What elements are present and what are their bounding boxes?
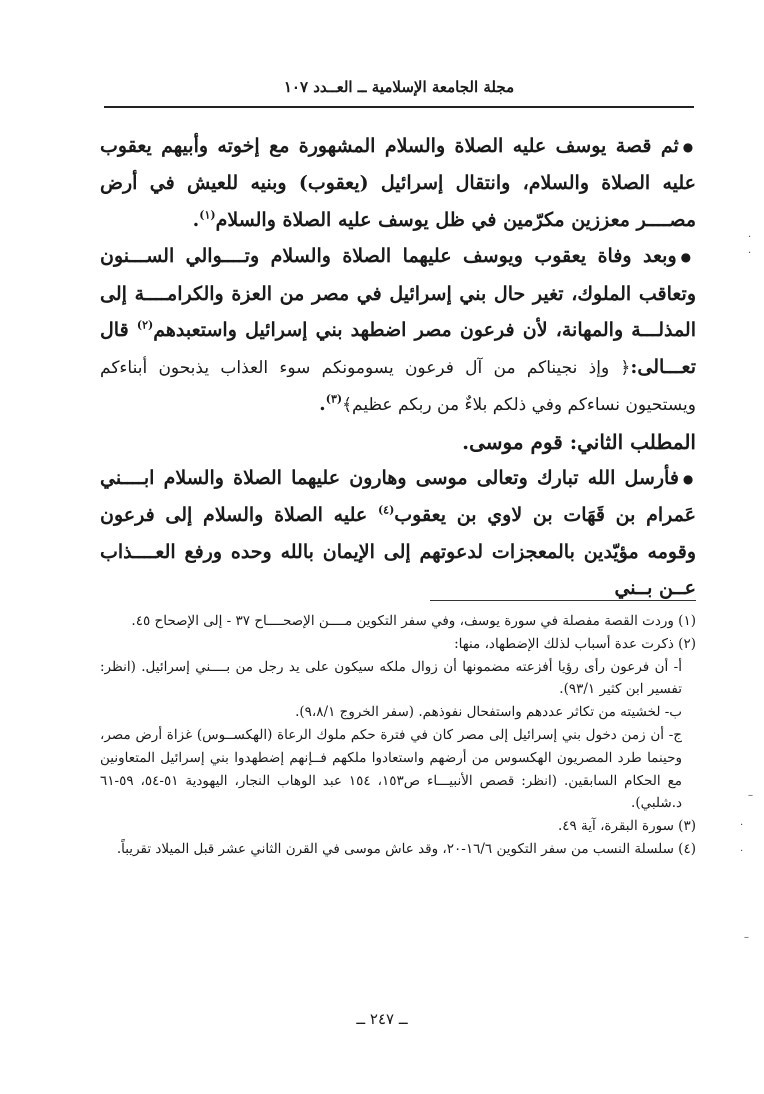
quran-end: . (319, 393, 326, 415)
footnote-ref-2[interactable]: (٢) (136, 318, 154, 332)
section-heading: المطلب الثاني: قوم موسى. (462, 429, 696, 454)
footnote-2-c: ج- أن زمن دخول بني إسرائيل إلى مصر كان في فترة حكم ملوك الرعاة (الهكســوس) غزاة أرض مصر، وحينما طرد المصريون الهكسوس من أرضهم واستعادوا ملكهم فــإنهم إضطهدوا بني إسرائيل المتعاونين مع الحكام السابقين. (انظر: قصص الأنبيـــاء ص١٥٣، ١٥٤ عبد الوهاب النجار، اليهودية ٥١-٥٤، ٥٩-٦١ د.شلبي). (100, 726, 683, 812)
bullet-icon: ● (680, 250, 696, 264)
footnote-2-b: ب- لخشيته من تكاثر عددهم واستفحال نفوذهم. (سفر الخروج ٩،٨/١). (295, 704, 682, 721)
footnote-2: (٢) ذكرت عدة أسباب لذلك الإضطهاد، منها: (454, 635, 696, 652)
main-text (100, 128, 696, 607)
paragraph-2-after: قال تعـــالى: (100, 319, 696, 378)
paragraph-3 (100, 460, 696, 607)
scan-mark: – (744, 932, 749, 943)
paragraph-1-end: . (192, 208, 200, 231)
footnote-ref-1[interactable]: (١) (199, 208, 216, 222)
footnote-3: (٣) سورة البقرة، آية ٤٩. (557, 818, 696, 835)
footnote-ref-4[interactable]: (٤) (377, 503, 395, 517)
running-header: مجلة الجامعة الإسلامية ــ العــدد ١٠٧ (283, 78, 515, 96)
bullet-icon: ● (682, 471, 696, 486)
paragraph-3-after: عليه الصلاة والسلام إلى فرعون وقومه مؤيّدين بالمعجزات لدعوتهم إلى الإيمان بالله وحده ورفع العــــذاب عــن بــني (100, 504, 696, 600)
header-divider (104, 106, 694, 108)
page-number: ــ ٢٤٧ ــ (356, 1010, 408, 1028)
scan-mark: · (740, 820, 744, 831)
scan-mark: · (748, 248, 752, 259)
footnotes (100, 610, 696, 861)
quran-verse: ﴿ وإذ نجيناكم من آل فرعون يسومونكم سوء العذاب يذبحون أبناءكم ويستحيون نساءكم وفي ذلكم بلاءٌ من ربكم عظيم﴾ (100, 357, 696, 415)
bullet-icon: ● (682, 139, 696, 154)
scan-mark: – (748, 790, 753, 801)
paragraph-1 (100, 128, 696, 238)
footnote-ref-3[interactable]: (٣) (325, 392, 343, 406)
paragraph-1-text: ثم قصة يوسف عليه الصلاة والسلام المشهورة مع إخوته وأبيهم يعقوب عليه الصلاة والسلام، وانتقال إسرائيل (يعقوب) وبنيه للعيش في أرض مصــــر معززين مكرّمين في ظل يوسف عليه الصلاة والسلام (100, 135, 696, 231)
footnote-4: (٤) سلسلة النسب من سفر التكوين ١٦/٦-٢٠، وقد عاش موسى في القرن الثاني عشر قبل الميلاد تقريباً. (116, 840, 696, 857)
scan-mark: · (740, 846, 744, 857)
paragraph-3-text: فأرسل الله تبارك وتعالى موسى وهارون عليهما الصلاة والسلام ابــــني عَمرام بن قَهَات بن لاوي بن يعقوب (100, 467, 696, 527)
scan-mark: · (748, 232, 752, 243)
footnote-divider (430, 600, 696, 601)
paragraph-2 (100, 238, 696, 423)
footnote-2-a: أ- أن فرعون رأى رؤيا أفزعته مضمونها أن زوال ملكه سيكون على يد رجل من بــــني إسرائيل. (انظر: تفسير ابن كثير ٩٣/١). (100, 658, 682, 698)
footnote-1: (١) وردت القصة مفصلة في سورة يوسف، وفي سفر التكوين مــــن الإصحــــاح ٣٧ - إلى الإصحاح ٤٥. (131, 613, 696, 629)
paragraph-2-text: وبعد وفاة يعقوب ويوسف عليهما الصلاة والسلام وتــــوالي الســـنون وتعاقب الملوك، تغير حال بني إسرائيل في مصر من العزة والكرامــــة إلى المذلـــة والمهانة، لأن فرعون مصر اضطهد بني إسرائيل واستعبدهم (100, 245, 697, 341)
